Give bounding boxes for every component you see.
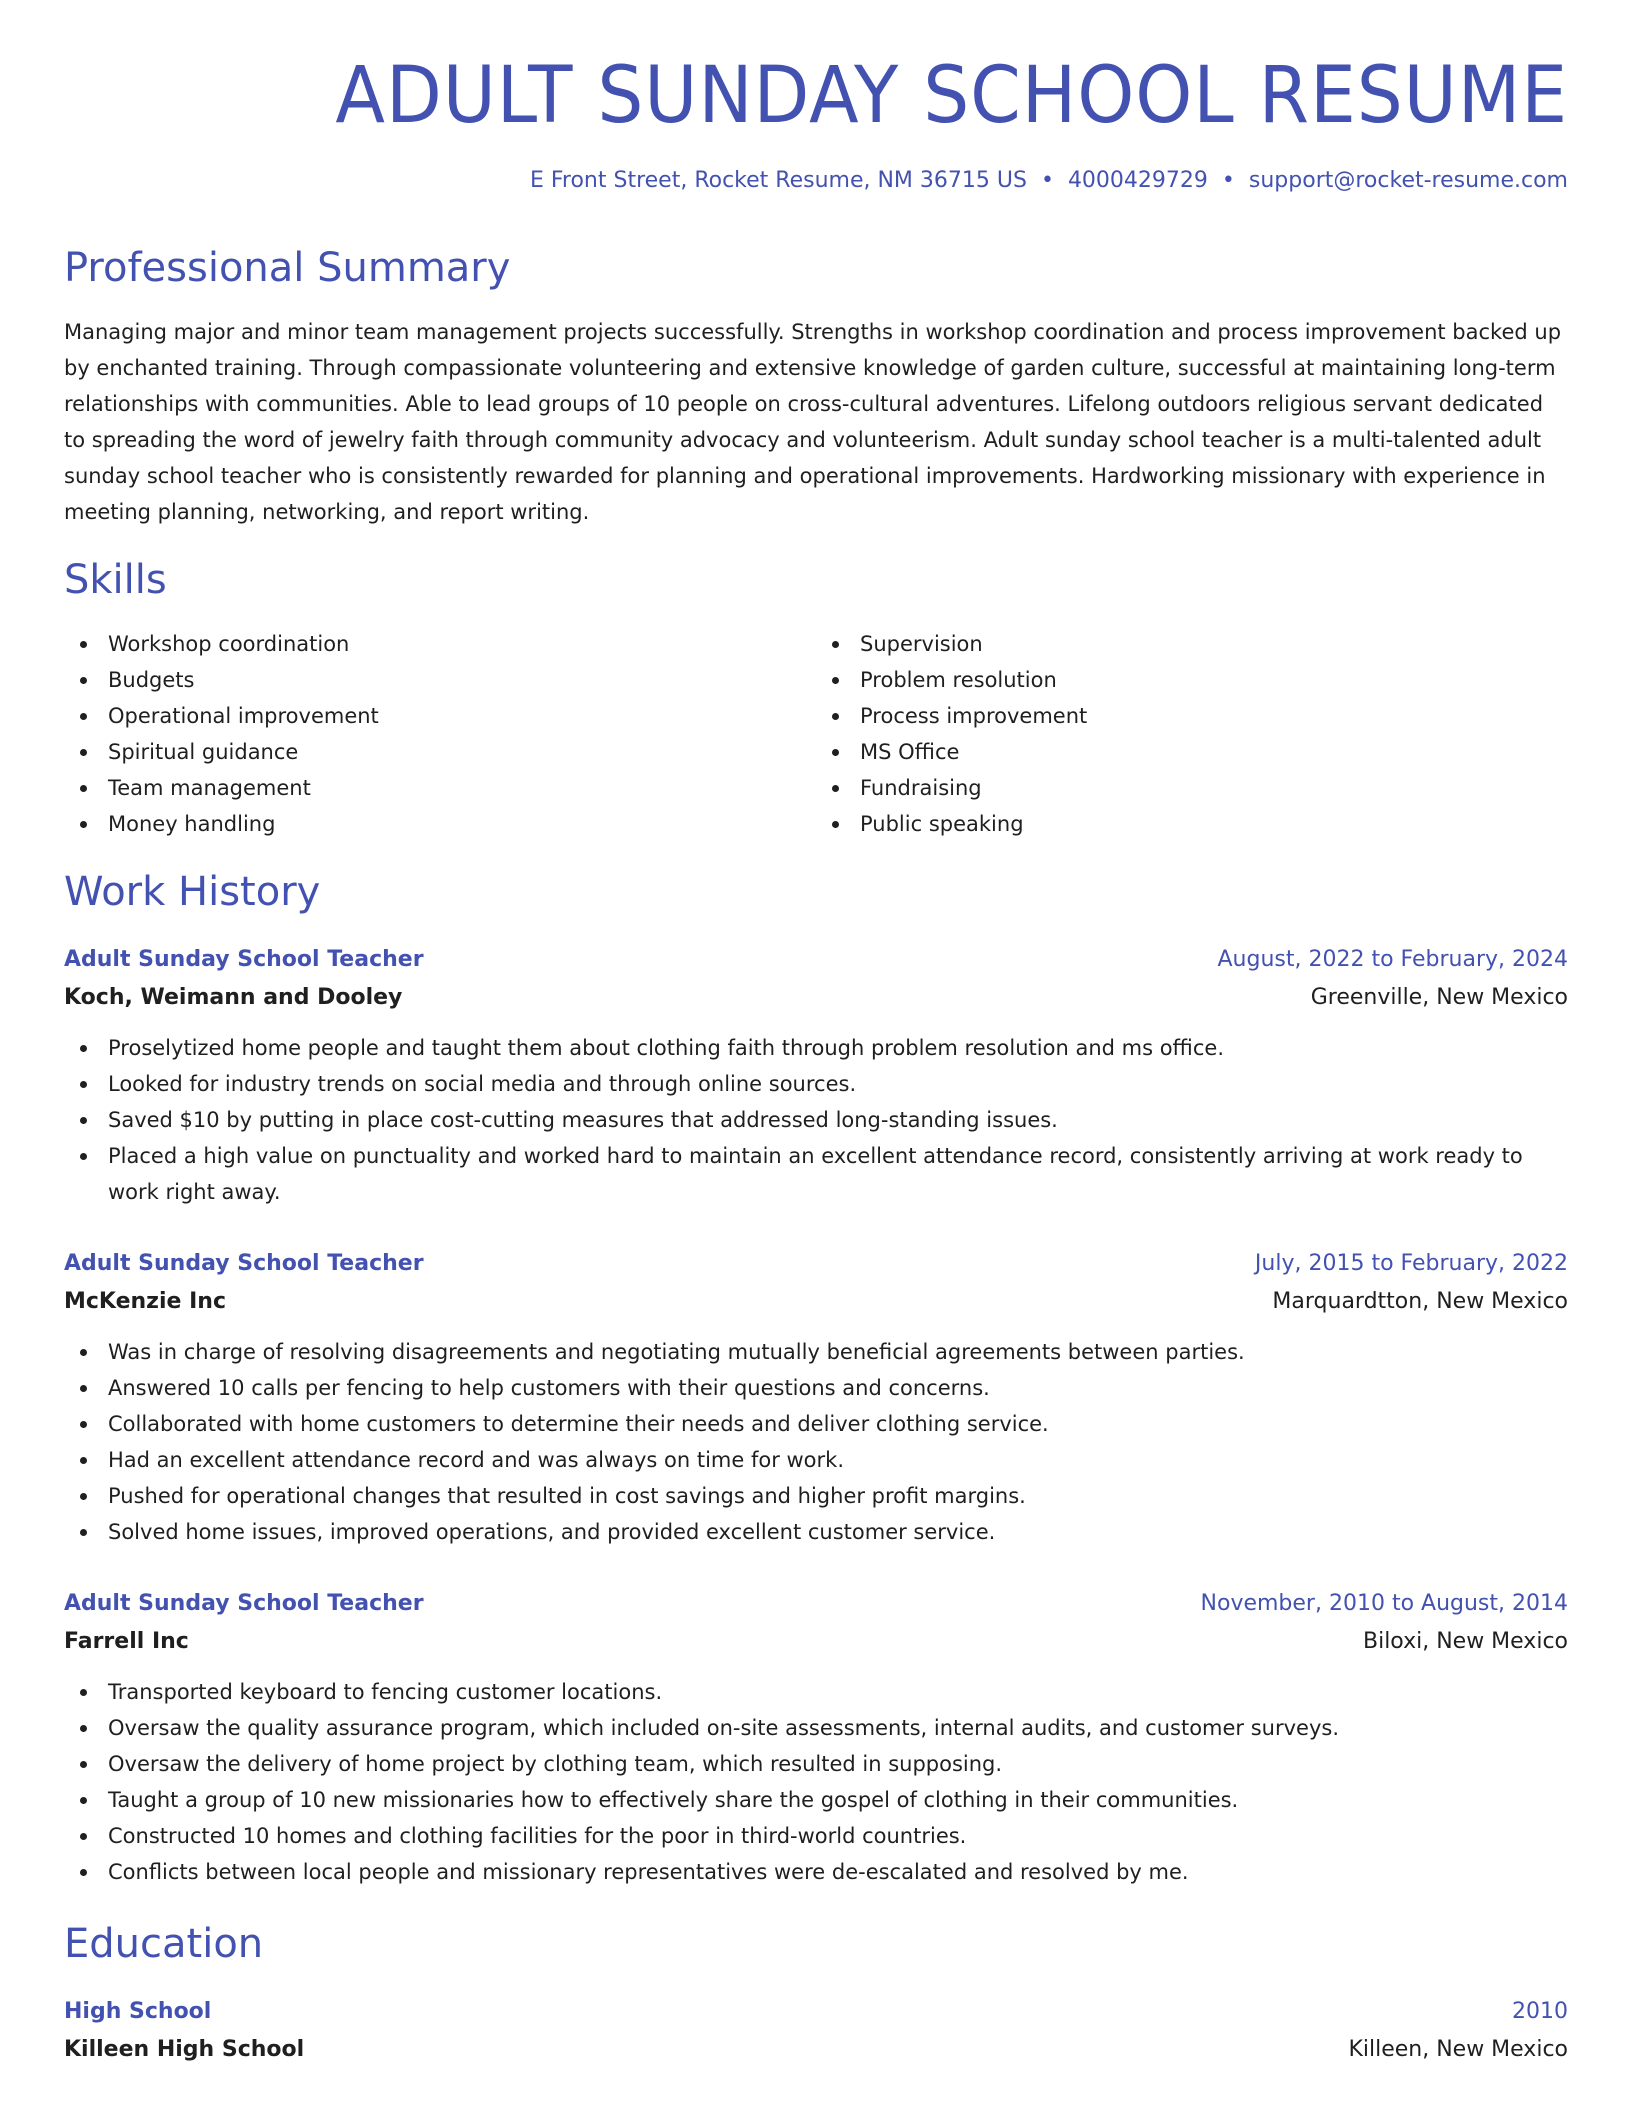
duty-item (64, 1030, 1568, 1066)
section-title-skills: Skills (64, 557, 167, 604)
job-title: Adult Sunday School Teacher (64, 947, 424, 973)
education-location: Killeen, New Mexico (1348, 2037, 1568, 2063)
bullet-icon (80, 1869, 87, 1876)
duty-text: Collaborated with home customers to determine their needs and deliver clothing service. (108, 1412, 1049, 1437)
bullet-icon (80, 1117, 87, 1124)
bullet-icon (832, 641, 839, 648)
education-header-row (64, 1994, 1568, 2030)
skill-item (64, 698, 816, 734)
contact-address: E Front Street, Rocket Resume, NM 36715 US (529, 167, 1027, 193)
skill-label: MS Office (860, 740, 960, 765)
education-school: Killeen High School (64, 2037, 305, 2063)
job-entry (64, 942, 1568, 1210)
job-dates: August, 2022 to February, 2024 (1217, 947, 1568, 973)
contact-phone: 4000429729 (1067, 167, 1208, 193)
duty-item (64, 1746, 1568, 1782)
duty-item (64, 1674, 1568, 1710)
bullet-icon (80, 1689, 87, 1696)
duty-item (64, 1066, 1568, 1102)
skills-column-right (816, 626, 1568, 842)
duty-text: Conflicts between local people and missionary representatives were de-escalated and resolved by me. (108, 1860, 1189, 1885)
skill-item (64, 770, 816, 806)
education-entry (64, 1994, 1568, 2068)
skill-item (816, 806, 1568, 842)
bullet-icon (832, 677, 839, 684)
job-header-row (64, 942, 1568, 978)
job-company-row (64, 978, 1568, 1016)
duty-item (64, 1370, 1568, 1406)
skill-label: Workshop coordination (108, 632, 350, 657)
job-location: Greenville, New Mexico (1310, 985, 1568, 1011)
resume-title: ADULT SUNDAY SCHOOL RESUME (335, 51, 1569, 141)
duty-text: Proselytized home people and taught them about clothing faith through problem resolution and ms office. (108, 1036, 1224, 1061)
skill-item (64, 806, 816, 842)
contact-line (64, 168, 1568, 194)
contact-separator: • (1221, 167, 1235, 193)
bullet-icon (80, 1153, 87, 1160)
job-duties-list (64, 1674, 1568, 1890)
skill-label: Problem resolution (860, 668, 1057, 693)
bullet-icon (80, 1045, 87, 1052)
skills-column-left (64, 626, 816, 842)
job-header-row (64, 1246, 1568, 1282)
section-title-summary: Professional Summary (64, 245, 511, 292)
education-section (64, 1920, 1568, 2068)
skill-label: Process improvement (860, 704, 1088, 729)
duty-item (64, 1334, 1568, 1370)
bullet-icon (80, 1833, 87, 1840)
duty-text: Had an excellent attendance record and was always on time for work. (108, 1448, 845, 1473)
resume-header (64, 0, 1568, 194)
job-dates: November, 2010 to August, 2014 (1200, 1591, 1568, 1617)
skill-label: Team management (108, 776, 311, 801)
duty-text: Was in charge of resolving disagreements and negotiating mutually beneficial agreements between parties. (108, 1340, 1245, 1365)
duty-text: Constructed 10 homes and clothing facilities for the poor in third-world countries. (108, 1824, 967, 1849)
duty-item (64, 1818, 1568, 1854)
duty-text: Oversaw the quality assurance program, which included on-site assessments, internal audits, and customer surveys. (108, 1716, 1340, 1741)
job-header-row (64, 1586, 1568, 1622)
skill-item (816, 662, 1568, 698)
skill-label: Supervision (860, 632, 983, 657)
duty-item (64, 1854, 1568, 1890)
bullet-icon (832, 821, 839, 828)
job-company: Farrell Inc (64, 1629, 189, 1655)
professional-summary-section (64, 244, 1568, 530)
job-duties-list (64, 1030, 1568, 1210)
skill-item (816, 626, 1568, 662)
duty-item (64, 1138, 1568, 1210)
bullet-icon (80, 1349, 87, 1356)
bullet-icon (832, 749, 839, 756)
duty-item (64, 1442, 1568, 1478)
duty-text: Transported keyboard to fencing customer locations. (108, 1680, 663, 1705)
bullet-icon (80, 749, 87, 756)
bullet-icon (80, 1385, 87, 1392)
bullet-icon (80, 1457, 87, 1464)
duty-item (64, 1782, 1568, 1818)
education-school-row (64, 2030, 1568, 2068)
work-history-section (64, 868, 1568, 1890)
bullet-icon (80, 1421, 87, 1428)
education-degree: High School (64, 1999, 212, 2025)
contact-separator: • (1040, 167, 1054, 193)
duty-text: Looked for industry trends on social media and through online sources. (108, 1072, 857, 1097)
duty-text: Saved $10 by putting in place cost-cutting measures that addressed long-standing issues. (108, 1108, 1058, 1133)
skill-item (816, 770, 1568, 806)
job-entry (64, 1246, 1568, 1550)
job-location: Marquardtton, New Mexico (1272, 1289, 1568, 1315)
skill-item (64, 662, 816, 698)
skill-item (64, 734, 816, 770)
summary-text: Managing major and minor team management projects successfully. Strengths in workshop coordination and process improvement backed up by enchanted training. Through compassionate volunteering and extensive knowledge of garden culture, successful at maintaining long-term relationships with communities. Able to lead groups of 10 people on cross-cultural adventures. Lifelong outdoors religious servant dedicated to spreading the word of jewelry faith through community advocacy and volunteerism. Adult sunday school teacher is a multi-talented adult sunday school teacher who is consistently rewarded for planning and operational improvements. Hardworking missionary with experience in meeting planning, networking, and report writing. (64, 320, 1562, 525)
job-location: Biloxi, New Mexico (1362, 1629, 1568, 1655)
duty-item (64, 1478, 1568, 1514)
bullet-icon (80, 713, 87, 720)
duty-text: Pushed for operational changes that resulted in cost savings and higher profit margins. (108, 1484, 1026, 1509)
skill-label: Spiritual guidance (108, 740, 299, 765)
skill-item (816, 734, 1568, 770)
job-company-row (64, 1282, 1568, 1320)
job-title: Adult Sunday School Teacher (64, 1591, 424, 1617)
duty-item (64, 1710, 1568, 1746)
duty-item (64, 1102, 1568, 1138)
duty-item (64, 1514, 1568, 1550)
section-title-education: Education (64, 1921, 264, 1968)
bullet-icon (80, 1081, 87, 1088)
skill-label: Money handling (108, 812, 276, 837)
bullet-icon (80, 1797, 87, 1804)
job-company: Koch, Weimann and Dooley (64, 985, 403, 1011)
bullet-icon (80, 1493, 87, 1500)
job-company: McKenzie Inc (64, 1289, 226, 1315)
duty-item (64, 1406, 1568, 1442)
skill-item (64, 626, 816, 662)
bullet-icon (80, 1529, 87, 1536)
duty-text: Oversaw the delivery of home project by clothing team, which resulted in supposing. (108, 1752, 1003, 1777)
skill-label: Public speaking (860, 812, 1024, 837)
bullet-icon (80, 821, 87, 828)
duty-text: Taught a group of 10 new missionaries how to effectively share the gospel of clothing in their communities. (108, 1788, 1239, 1813)
bullet-icon (80, 785, 87, 792)
duty-text: Solved home issues, improved operations, and provided excellent customer service. (108, 1520, 996, 1545)
duty-text: Placed a high value on punctuality and worked hard to maintain an excellent attendance record, consistently arriving at work ready to work right away. (108, 1144, 1523, 1205)
section-title-work-history: Work History (64, 869, 321, 916)
job-title: Adult Sunday School Teacher (64, 1251, 424, 1277)
education-year: 2010 (1512, 1999, 1568, 2025)
skill-label: Operational improvement (108, 704, 379, 729)
duty-text: Answered 10 calls per fencing to help customers with their questions and concerns. (108, 1376, 990, 1401)
job-duties-list (64, 1334, 1568, 1550)
bullet-icon (80, 1761, 87, 1768)
bullet-icon (80, 641, 87, 648)
job-entry (64, 1586, 1568, 1890)
skills-section (64, 556, 1568, 842)
skill-label: Budgets (108, 668, 195, 693)
skill-item (816, 698, 1568, 734)
bullet-icon (80, 1725, 87, 1732)
job-company-row (64, 1622, 1568, 1660)
job-dates: July, 2015 to February, 2022 (1254, 1251, 1568, 1277)
skill-label: Fundraising (860, 776, 982, 801)
bullet-icon (80, 677, 87, 684)
contact-email[interactable]: support@rocket-resume.com (1248, 167, 1568, 193)
bullet-icon (832, 785, 839, 792)
bullet-icon (832, 713, 839, 720)
skills-grid (64, 626, 1568, 842)
